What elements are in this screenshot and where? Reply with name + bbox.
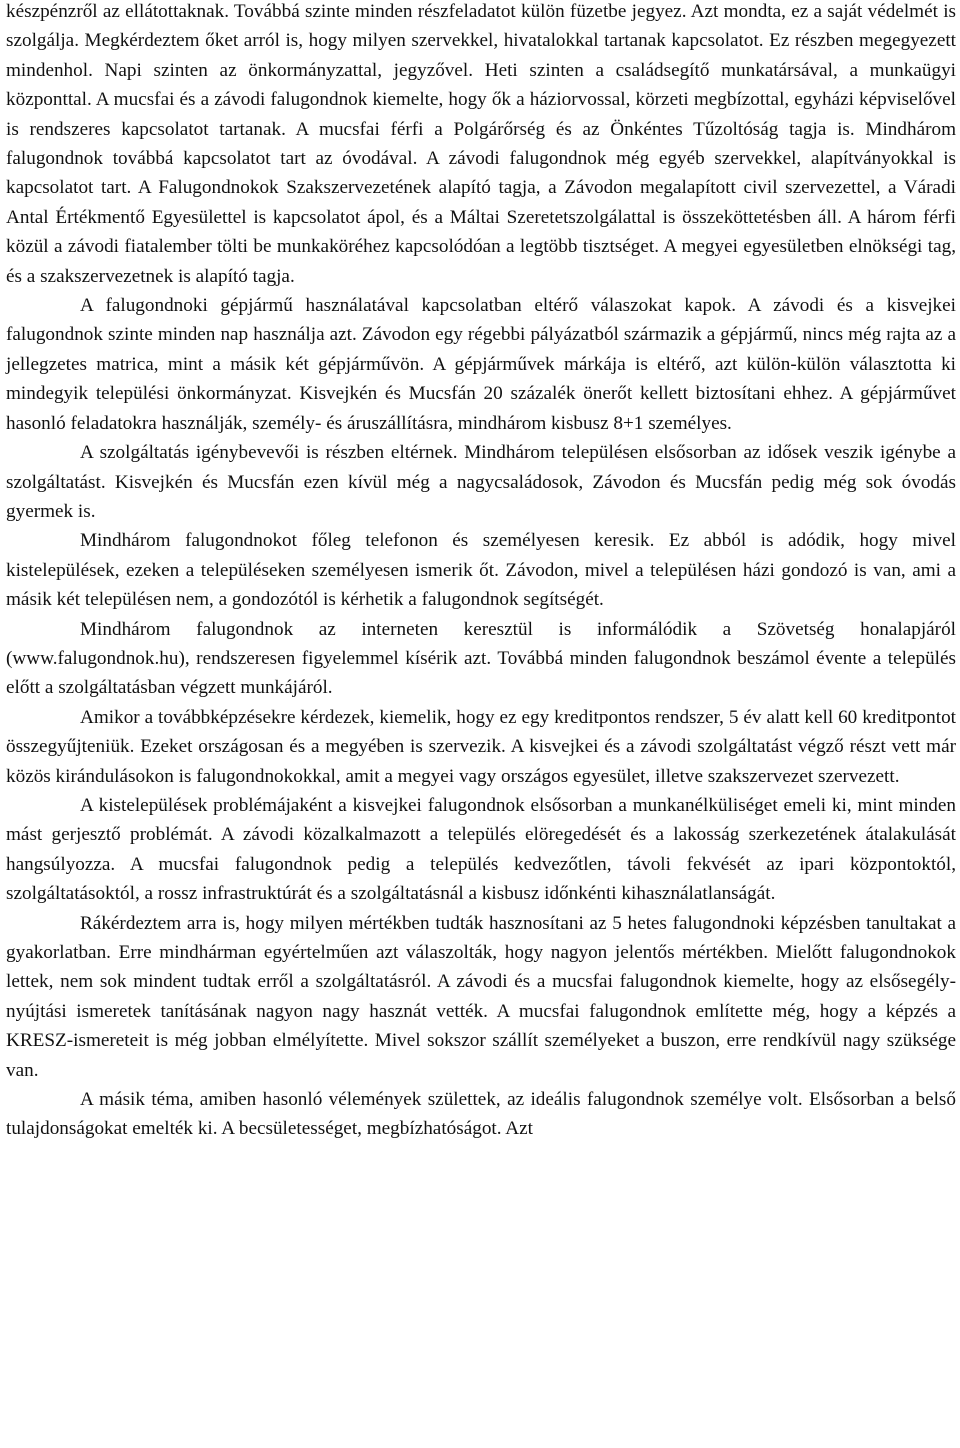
paragraph: A szolgáltatás igénybevevői is részben eltérnek. Mindhárom településen elsősorban az idősek veszik igénybe a szolgáltatást. Kisvejkén és Mucsfán ezen kívül még a nagycsaládosok, Závodon és Mucsfán pedig még sok óvodás gyermek is. [6, 442, 956, 522]
paragraph: készpénzről az ellátottaknak. Továbbá szinte minden részfeladatot külön füzetbe jegyez. Azt mondta, ez a saját védelmét is szolgálja. Megkérdeztem őket arról is, hogy milyen szervekkel, hivatalokkal tartanak kapcsolatot. Ez részben megegyezett mindenhol. Napi szinten az önkormányzattal, jegyzővel. Heti szinten a családsegítő munkatársával, a munkaügyi központtal. A mucsfai és a závodi falugondnok kiemelte, hogy ők a háziorvossal, körzeti megbízottal, egyházi képviselővel is rendszeres kapcsolatot tartanak. A mucsfai férfi a Polgárőrség és az Önkéntes Tűzoltóság tagja is. Mindhárom falugondnok továbbá kapcsolatot tart az óvodával. A závodi falugondnok még egyéb szervekkel, alapítványokkal is kapcsolatot tart. A Falugondnokok Szakszervezetének alapító tagja, a Závodon megalapított civil szervezettel, a Váradi Antal Értékmentő Egyesülettel is kapcsolatot ápol, és a Máltai Szeretetszolgálattal is összeköttetésben áll. A három férfi közül a závodi fiatalember tölti be munkaköréhez kapcsolódóan a legtöbb tisztséget. A megyei egyesületben elnökségi tag, és a szakszervezetnek is alapító tagja. [6, 1, 956, 287]
paragraph: Rákérdeztem arra is, hogy milyen mértékben tudták hasznosítani az 5 hetes falugondnoki képzésben tanultakat a gyakorlatban. Erre mindhárman egyértelműen azt válaszolták, hogy nagyon jelentős mértékben. Mielőtt falugondnokok lettek, nem sok mindent tudtak erről a szolgáltatásról. A závodi és a mucsfai falugondnok kiemelte, hogy az elsősegély-nyújtási ismeretek tanításának nagyon nagy hasznát vették. A mucsfai falugondnok említette még, hogy a képzés a KRESZ-ismereteit is még jobban elmélyítette. Mivel sokszor szállít személyeket a buszon, erre rendkívül nagy szüksége van. [6, 912, 956, 1081]
paragraph: Mindhárom falugondnok az interneten keresztül is informálódik a Szövetség honalapjáról (www.falugondnok.hu), rendszeresen figyelemmel kísérik azt. Továbbá minden falugondnok beszámol évente a település előtt a szolgáltatásban végzett munkájáról. [6, 618, 956, 699]
paragraph: A falugondnoki gépjármű használatával kapcsolatban eltérő válaszokat kapok. A závodi és a kisvejkei falugondnok szinte minden nap használja azt. Závodon egy régebbi pályázatból származik a gépjármű, nincs még rajta az a jellegzetes matrica, mint a másik két gépjárművön. A gépjárművek márkája is eltérő, azt külön-külön választotta ki mindegyik települési önkormányzat. Kisvejkén és Mucsfán 20 százalék önerőt kellett biztosítani ehhez. A gépjárművet hasonló feladatokra használják, személy- és áruszállításra, mindhárom kisbusz 8+1 személyes. [6, 295, 956, 434]
paragraph: A másik téma, amiben hasonló vélemények születtek, az ideális falugondnok személye volt. Elsősorban a belső tulajdonságokat emelték ki. A becsületességet, megbízhatóságot. Azt [6, 1089, 956, 1140]
document-body [6, 0, 956, 1144]
paragraph: Mindhárom falugondnokot főleg telefonon és személyesen keresik. Ez abból is adódik, hogy mivel kistelepülések, ezeken a településeken személyesen ismerik őt. Závodon, mivel a településen házi gondozó is van, ami a másik két településen nem, a gondozótól is kérhetik a falugondnok segítségét. [6, 530, 956, 611]
paragraph: Amikor a továbbképzésekre kérdezek, kiemelik, hogy ez egy kreditpontos rendszer, 5 év alatt kell 60 kreditpontot összegyűjteniük. Ezeket országosan és a megyében is szervezik. A kisvejkei és a závodi szolgáltatást végző részt vett már közös kirándulásokon is falugondnokokkal, amit a megyei vagy országos egyesület, illetve szakszervezet szervezett. [6, 706, 956, 787]
paragraph: A kistelepülések problémájaként a kisvejkei falugondnok elsősorban a munkanélküliséget emeli ki, mint minden mást gerjesztő problémát. A závodi közalkalmazott a település elöregedését és a lakosság szerkezetének átalakulását hangsúlyozza. A mucsfai falugondnok pedig a település kedvezőtlen, távoli fekvését az ipari központoktól, szolgáltatásoktól, a rossz infrastruktúrát és a szolgáltatásnál a kisbusz időnkénti kihasználatlanságát. [6, 794, 956, 905]
